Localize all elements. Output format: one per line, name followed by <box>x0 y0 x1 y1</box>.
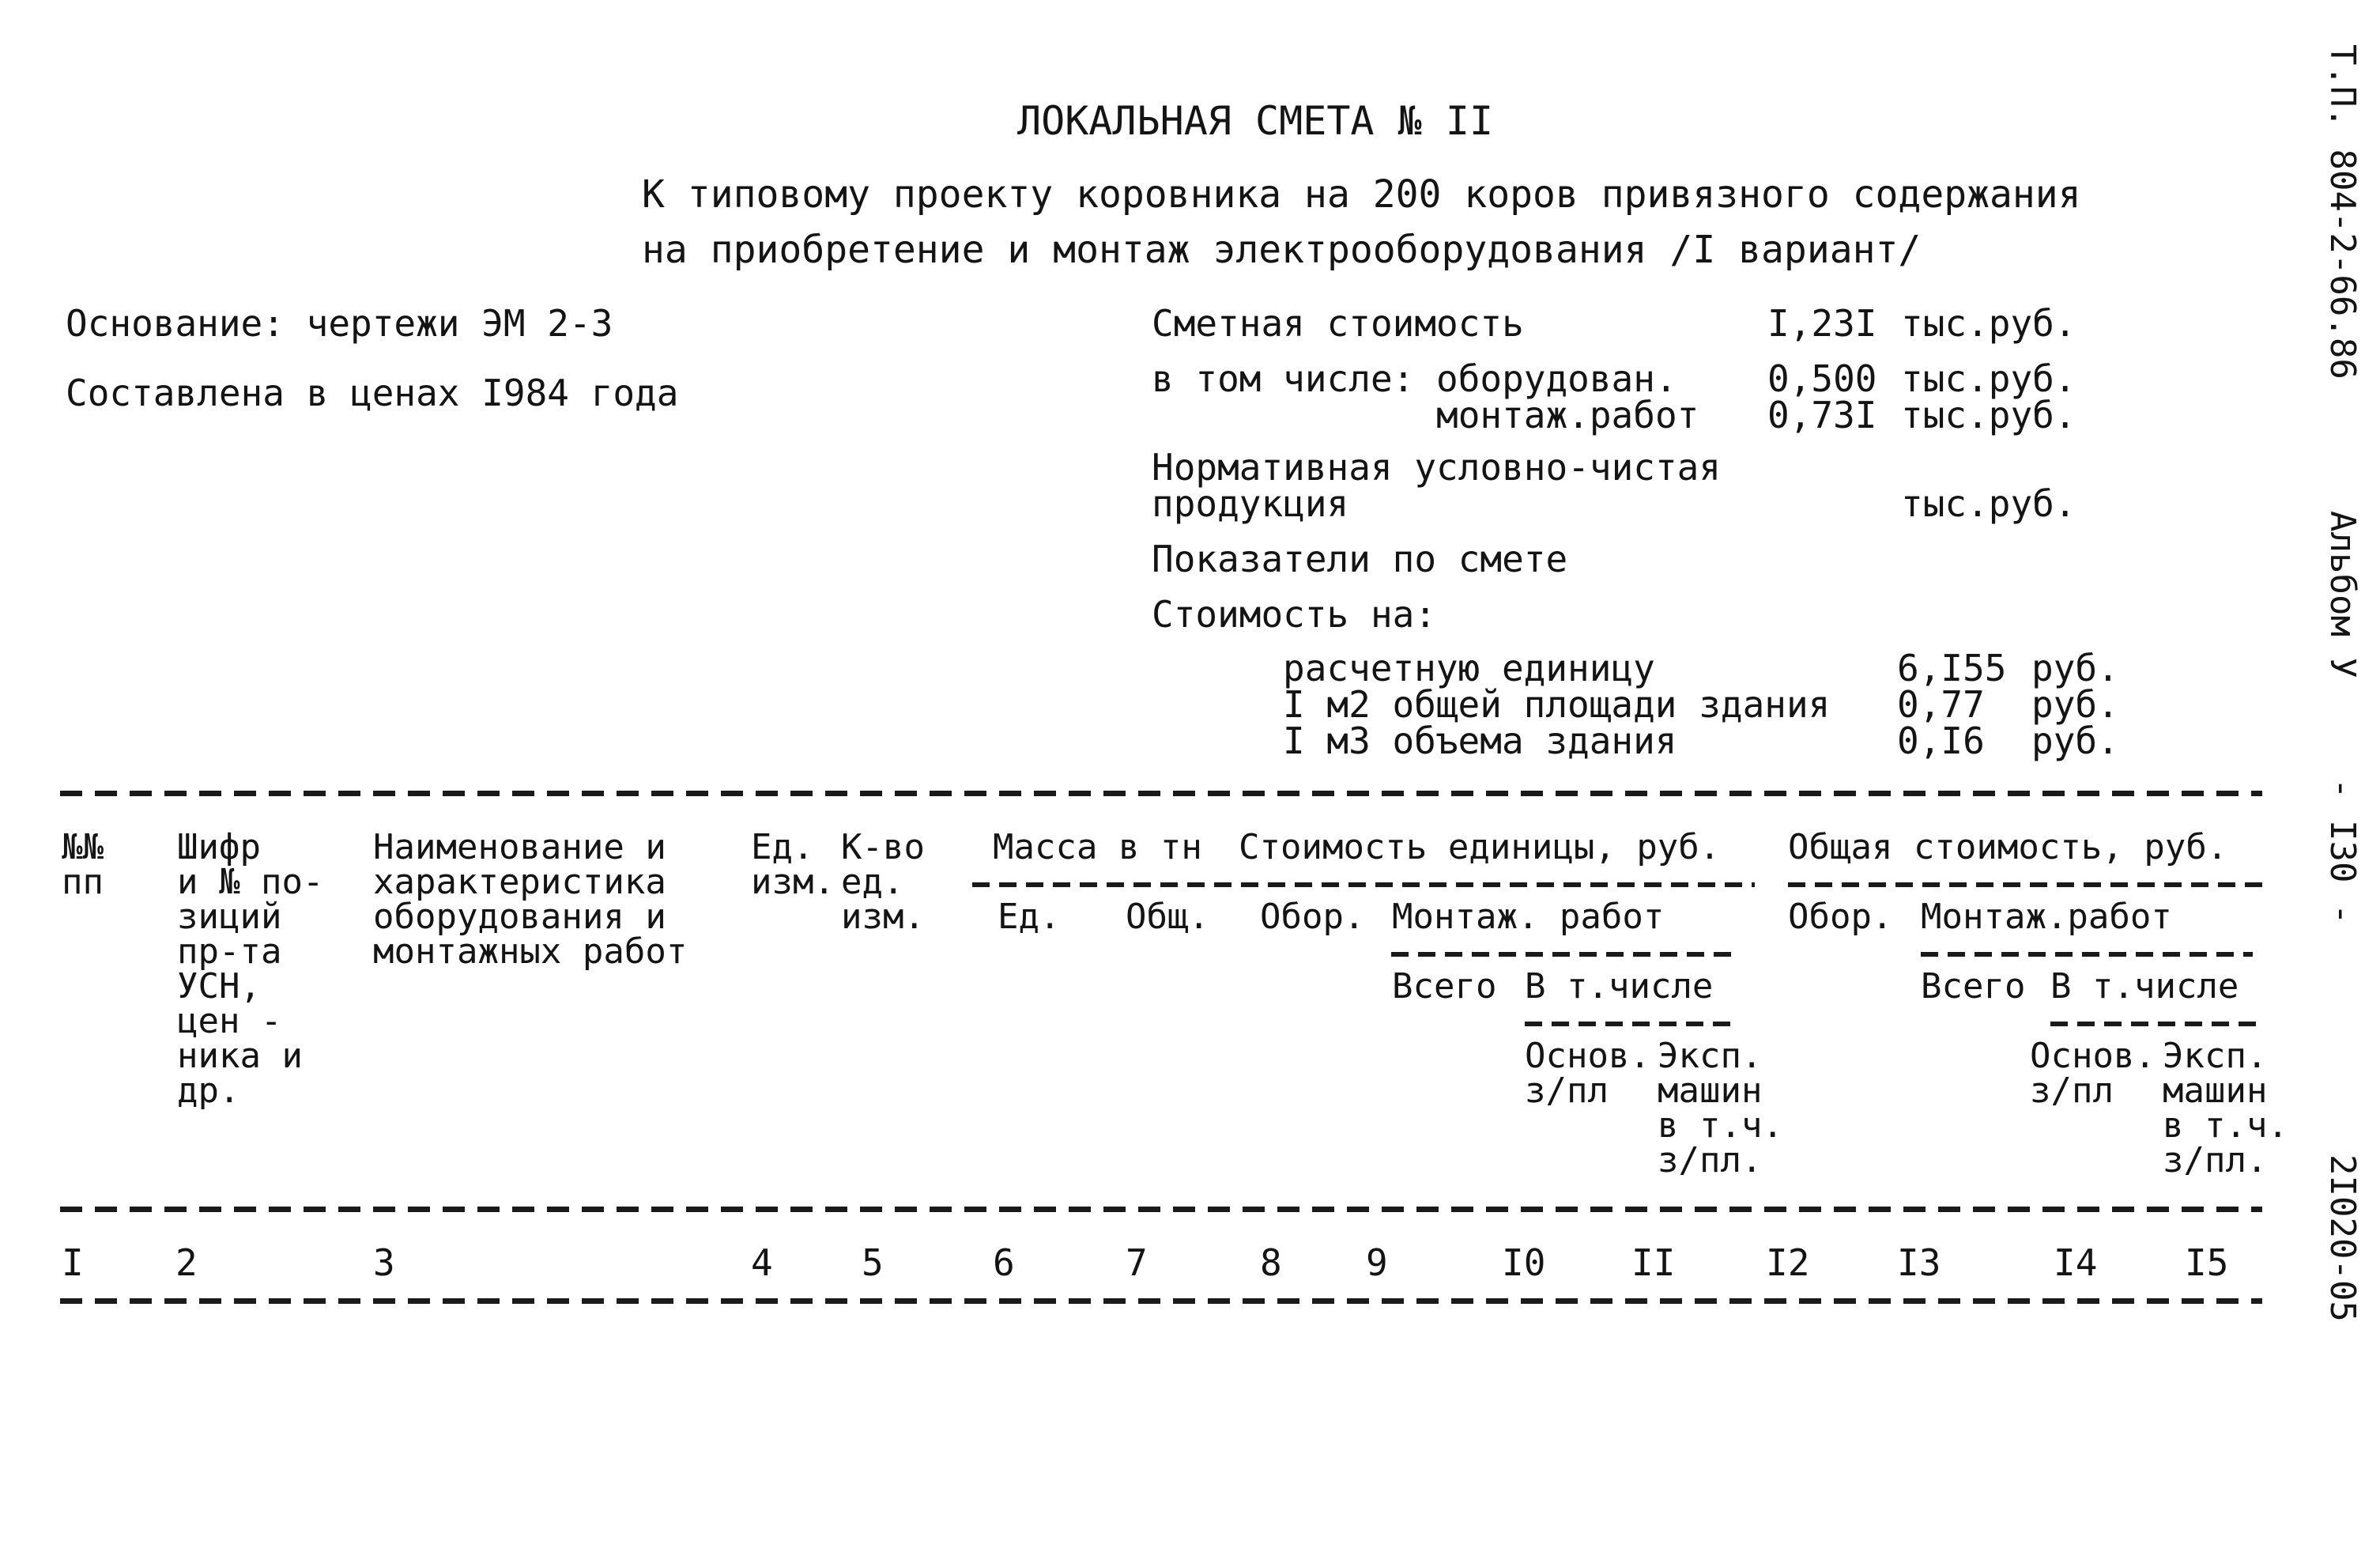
column-number: 9 <box>1366 1241 1388 1284</box>
equipment-unit: тыс.руб. <box>1901 357 2076 400</box>
side-stamp-code: 2I020-05 <box>2322 1154 2363 1322</box>
total-cost-group-header: Общая стоимость, руб. <box>1788 827 2228 867</box>
estimated-cost-label: Сметная стоимость <box>1152 302 1524 345</box>
col1-line-1: №№ <box>62 827 104 867</box>
total-basic-wage-line-1: Основ. <box>2030 1036 2156 1076</box>
document-title: ЛОКАЛЬНАЯ СМЕТА № II <box>1017 98 1494 144</box>
mass-total-header: Общ. <box>1126 897 1209 937</box>
side-stamp-album: Альбом У <box>2322 511 2363 678</box>
header-bottom-rule <box>60 1207 2262 1212</box>
unit-installation-rule <box>1391 952 1739 957</box>
col3-line-1: Наименование и <box>373 827 666 867</box>
col3-line-4: монтажных работ <box>373 931 688 972</box>
normative-unit: тыс.руб. <box>1901 482 2076 525</box>
unit-machines-line-4: з/пл. <box>1658 1140 1763 1180</box>
total-installation-rule <box>1921 952 2253 957</box>
col4-line-2: изм. <box>751 862 835 902</box>
total-including-rule <box>2050 1022 2256 1026</box>
side-stamp-page: - I30 - <box>2322 778 2363 925</box>
unit-cost-total-header: Всего <box>1392 966 1497 1007</box>
col5-line-1: К-во <box>841 827 925 867</box>
column-number: 6 <box>993 1241 1015 1284</box>
col2-line-4: пр-та <box>177 931 282 972</box>
column-number: I5 <box>2185 1241 2229 1284</box>
unit-cost-including-header: В т.числе <box>1525 966 1714 1007</box>
unit-cost-equipment-header: Обор. <box>1260 897 1365 937</box>
col5-line-3: изм. <box>841 897 925 937</box>
estimated-cost-unit: тыс.руб. <box>1901 302 2076 345</box>
column-number: I4 <box>2054 1241 2098 1284</box>
column-number: I0 <box>1502 1241 1546 1284</box>
unit-machines-line-1: Эксп. <box>1658 1036 1763 1076</box>
col2-line-3: зиций <box>177 897 282 937</box>
column-number: 5 <box>862 1241 884 1284</box>
cost-per-label: Стоимость на: <box>1152 593 1437 636</box>
per-m3-label: I м3 объема здания <box>1283 720 1677 762</box>
per-m3-value: 0,I6 <box>1897 720 1985 762</box>
per-unit-rub: руб. <box>2031 647 2119 689</box>
total-cost-equipment-header: Обор. <box>1788 897 1893 937</box>
per-m3-rub: руб. <box>2031 720 2119 762</box>
mass-group-header: Масса в тн <box>993 827 1202 867</box>
installation-unit: тыс.руб. <box>1901 394 2076 436</box>
total-basic-wage-line-2: з/пл <box>2030 1071 2114 1111</box>
normative-line-1: Нормативная условно-чистая <box>1152 446 1722 489</box>
col2-line-7: ника и <box>177 1036 303 1076</box>
subtitle-line-1: К типовому проекту коровника на 200 коров привязного содержания <box>642 172 2081 217</box>
unit-cost-group-header: Стоимость единицы, руб. <box>1239 827 1721 867</box>
mass-group-rule <box>972 882 1233 887</box>
unit-cost-group-rule <box>1241 882 1755 887</box>
column-number: 7 <box>1126 1241 1148 1284</box>
column-number: I2 <box>1766 1241 1810 1284</box>
unit-machines-line-3: в т.ч. <box>1658 1105 1783 1146</box>
per-m2-rub: руб. <box>2031 683 2119 726</box>
total-cost-including-header: В т.числе <box>2050 966 2239 1007</box>
column-number: I3 <box>1897 1241 1941 1284</box>
total-cost-group-rule <box>1788 882 2262 887</box>
per-m2-value: 0,77 <box>1897 683 1985 726</box>
header-top-rule <box>60 791 2262 796</box>
col3-line-2: характеристика <box>373 862 666 902</box>
col4-line-1: Ед. <box>751 827 814 867</box>
col2-line-5: УСН, <box>177 966 261 1007</box>
installation-value: 0,73I <box>1767 394 1877 436</box>
estimated-cost-value: I,23I <box>1767 302 1877 345</box>
mass-unit-header: Ед. <box>998 897 1061 937</box>
normative-line-2: продукция <box>1152 482 1349 525</box>
subtitle-line-2: на приобретение и монтаж электрооборудования /I вариант/ <box>642 228 1922 272</box>
column-number: 3 <box>373 1241 395 1284</box>
column-number: 4 <box>751 1241 773 1284</box>
column-number: 2 <box>175 1241 198 1284</box>
col2-line-8: др. <box>177 1071 240 1111</box>
per-m2-label: I м2 общей площади здания <box>1283 683 1831 726</box>
prices-year-text: Составлена в ценах I984 года <box>66 372 679 414</box>
per-unit-label: расчетную единицу <box>1283 647 1655 689</box>
unit-including-rule <box>1525 1022 1730 1026</box>
side-stamp-tp: Т.П. 804-2-66.86 <box>2322 44 2363 380</box>
column-number: II <box>1631 1241 1676 1284</box>
total-cost-installation-header: Монтаж.работ <box>1921 897 2172 937</box>
per-unit-value: 6,I55 <box>1897 647 2007 689</box>
unit-basic-wage-line-2: з/пл <box>1525 1071 1609 1111</box>
indicators-label: Показатели по смете <box>1152 538 1568 580</box>
col5-line-2: ед. <box>841 862 904 902</box>
basis-text: Основание: чертежи ЭМ 2-3 <box>66 302 613 345</box>
col1-line-2: пп <box>62 862 104 902</box>
including-label: в том числе: <box>1152 357 1415 400</box>
total-cost-total-header: Всего <box>1921 966 2026 1007</box>
unit-basic-wage-line-1: Основ. <box>1525 1036 1650 1076</box>
unit-cost-installation-header: Монтаж. работ <box>1392 897 1665 937</box>
column-number: I <box>62 1241 84 1284</box>
total-machines-line-3: в т.ч. <box>2163 1105 2288 1146</box>
col2-line-2: и № по- <box>177 862 324 902</box>
column-number: 8 <box>1260 1241 1282 1284</box>
total-machines-line-4: з/пл. <box>2163 1140 2268 1180</box>
numbers-bottom-rule <box>60 1298 2262 1304</box>
col2-line-1: Шифр <box>177 827 261 867</box>
installation-label: монтаж.работ <box>1436 394 1699 436</box>
col2-line-6: цен - <box>177 1001 282 1041</box>
total-machines-line-2: машин <box>2163 1071 2268 1111</box>
total-machines-line-1: Эксп. <box>2163 1036 2268 1076</box>
equipment-value: 0,500 <box>1767 357 1877 400</box>
col3-line-3: оборудования и <box>373 897 666 937</box>
unit-machines-line-2: машин <box>1658 1071 1763 1111</box>
equipment-label: оборудован. <box>1436 357 1677 400</box>
